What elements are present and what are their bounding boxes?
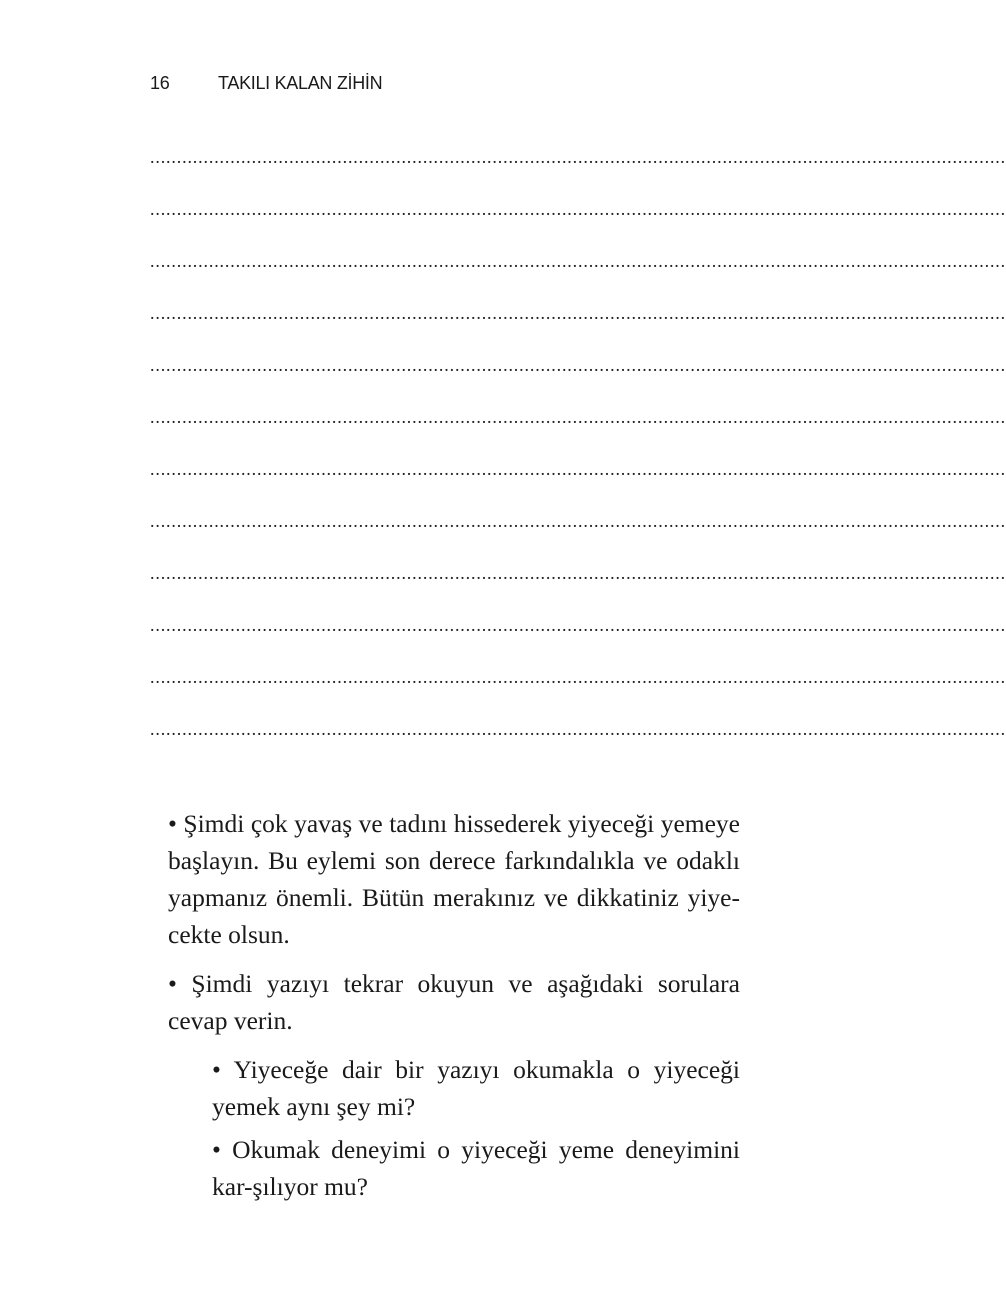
dotted-writing-line: ................................................................................................................................................................ (150, 199, 1006, 219)
dotted-writing-line: ................................................................................................................................................................ (150, 667, 1006, 687)
dotted-writing-line: ................................................................................................................................................................ (150, 615, 1006, 635)
writing-lines (150, 140, 1006, 764)
dotted-writing-line: ................................................................................................................................................................ (150, 251, 1006, 271)
dotted-writing-line: ................................................................................................................................................................ (150, 459, 1006, 479)
dotted-writing-line: ................................................................................................................................................................ (150, 719, 1006, 739)
paragraph-bullet: • Şimdi yazıyı tekrar okuyun ve aşağıdaki sorulara cevap verin. (168, 969, 740, 1035)
sub-bullet: • Yiyeceğe dair bir yazıyı okumakla o yiyeceği yemek aynı şey mi? (212, 1055, 740, 1121)
dotted-writing-line: ................................................................................................................................................................ (150, 147, 1006, 167)
sub-bullet: • Okumak deneyimi o yiyeceği yeme deneyimini kar-şılıyor mu? (212, 1135, 740, 1201)
dotted-writing-line: ................................................................................................................................................................ (150, 511, 1006, 531)
paragraph-bullet: • Şimdi çok yavaş ve tadını hissederek yiyeceği yemeye başlayın. Bu eylemi son derece farkındalıkla ve odaklı yapmanız önemli. Bütün merakınız ve dikkatiniz yiye-cekte olsun. (168, 809, 740, 949)
dotted-writing-line: ................................................................................................................................................................ (150, 303, 1006, 323)
dotted-writing-line: ................................................................................................................................................................ (150, 355, 1006, 375)
book-title: TAKILI KALAN ZİHİN (218, 73, 383, 93)
page-number: 16 (150, 73, 170, 93)
running-head (150, 73, 382, 94)
dotted-writing-line: ................................................................................................................................................................ (150, 563, 1006, 583)
body-text (168, 805, 740, 1211)
dotted-writing-line: ................................................................................................................................................................ (150, 407, 1006, 427)
